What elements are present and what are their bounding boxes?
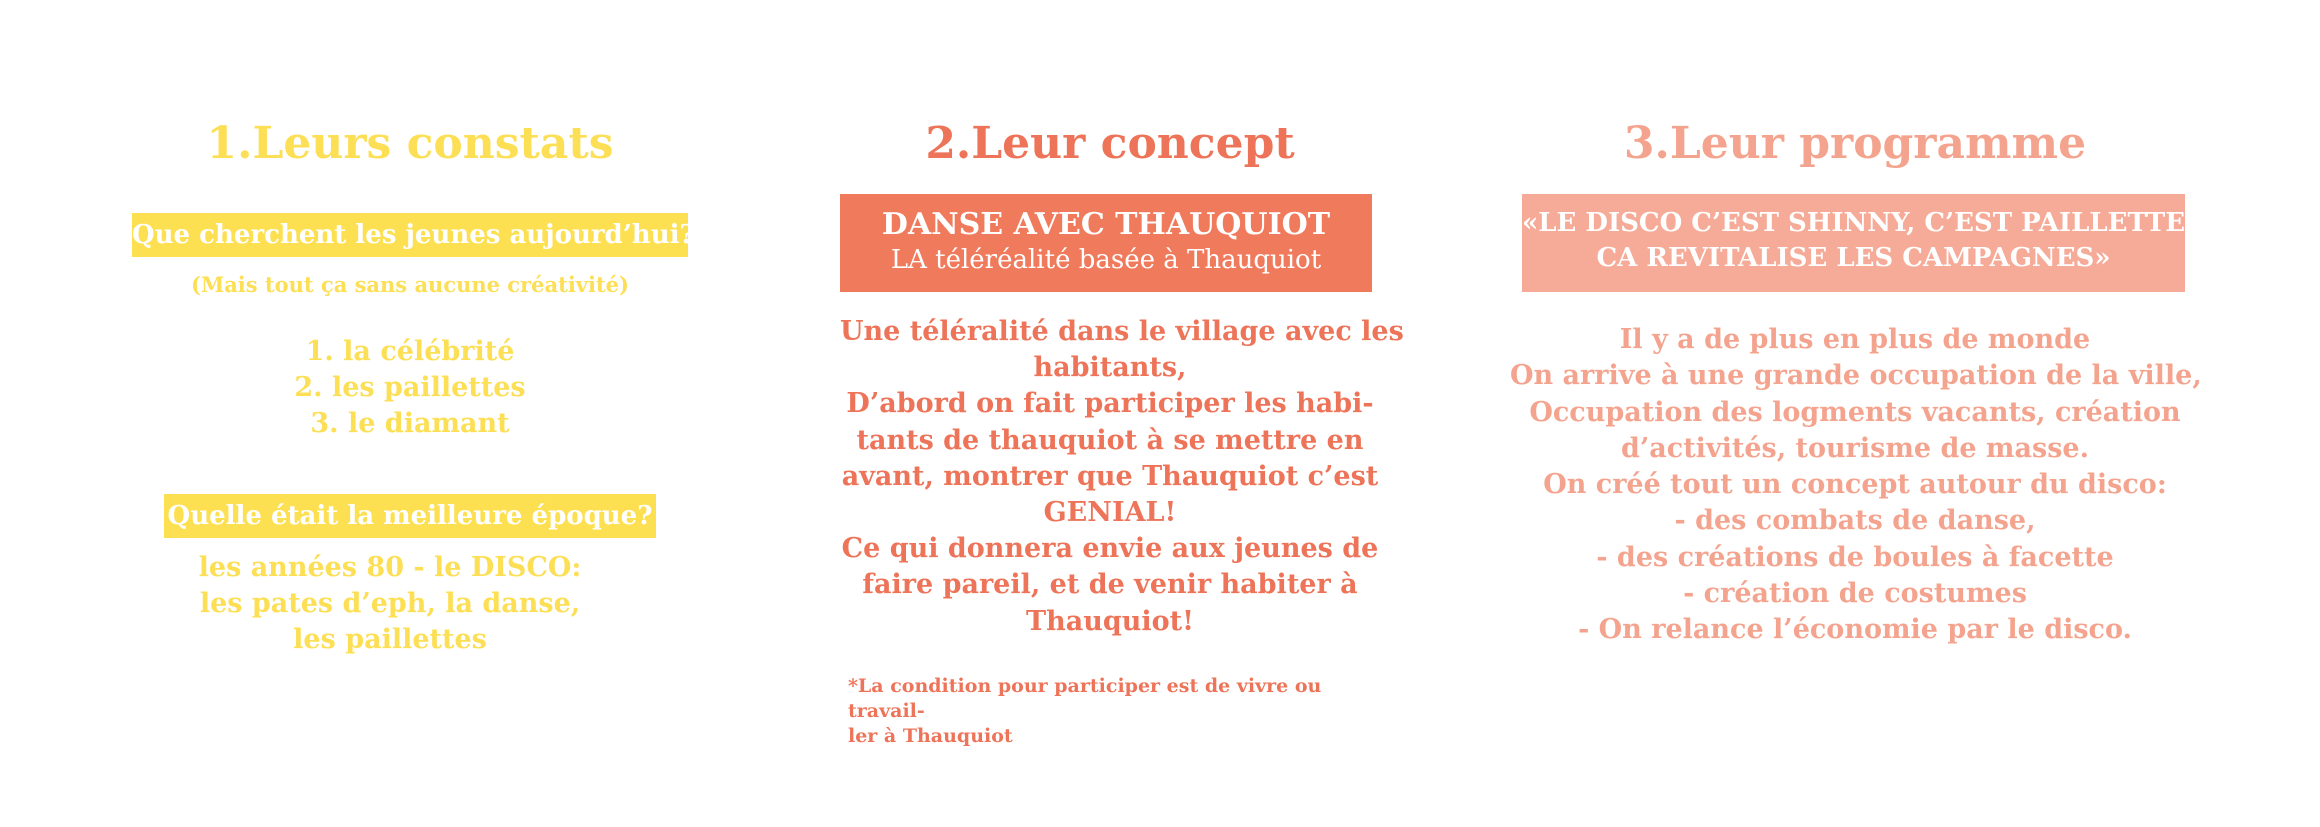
- creativity-note: (Mais tout ça sans aucune créativité): [191, 272, 629, 297]
- body-line: Ce qui donnera envie aux jeunes de: [841, 533, 1379, 565]
- body-line: - des créations de boules à facette: [1596, 541, 2114, 573]
- footnote-line: *La condition pour participer est de vivre ou travail-: [848, 675, 1322, 722]
- body-line: - des combats de danse,: [1674, 505, 2036, 537]
- body-line: - création de costumes: [1683, 578, 2027, 610]
- best-era-answer: [110, 550, 670, 658]
- answer-line: les années 80 - le DISCO:: [198, 552, 582, 583]
- list-item: 2. les paillettes: [294, 372, 526, 403]
- body-line: Thauquiot!: [1026, 605, 1194, 637]
- answer-line: les pates d’eph, la danse,: [199, 588, 581, 619]
- slogan-line: CA REVITALISE LES CAMPAGNES»: [1596, 243, 2111, 273]
- list-item: 3. le diamant: [310, 408, 510, 439]
- list-item: 1. la célébrité: [305, 336, 515, 367]
- body-line: tants de thauquiot à se mettre en: [856, 424, 1364, 456]
- body-line: On créé tout un concept autour du disco:: [1543, 469, 2167, 501]
- programme-description: [1510, 322, 2200, 649]
- participation-footnote: [848, 674, 1368, 749]
- concept-banner: [840, 194, 1372, 292]
- body-line: Il y a de plus en plus de monde: [1619, 324, 2091, 355]
- concept-banner-subtitle: LA téléréalité basée à Thauquiot: [890, 245, 1322, 275]
- body-line: On arrive à une grande occupation de la ville,: [1510, 360, 2202, 392]
- body-line: Occupation des logments vacants, création: [1529, 396, 2181, 428]
- question-banner-1: Que cherchent les jeunes aujourd’hui?: [132, 213, 688, 257]
- body-line: faire pareil, et de venir habiter à: [862, 569, 1358, 601]
- body-line: D’abord on fait participer les habi-: [846, 388, 1374, 420]
- footnote-line: ler à Thauquiot: [848, 725, 1013, 747]
- slogan-banner: [1522, 194, 2185, 292]
- answer-line: les paillettes: [293, 624, 487, 655]
- body-line: - On relance l’économie par le disco.: [1578, 614, 2132, 646]
- body-line: avant, montrer que Thauquiot c’est: [841, 460, 1379, 492]
- concept-description: [840, 314, 1404, 640]
- heading-programme: 3.Leur programme: [1623, 118, 2087, 169]
- concept-banner-title: DANSE AVEC THAUQUIOT: [881, 207, 1331, 242]
- body-line: habitants,: [1033, 352, 1187, 384]
- body-line: Une téléralité dans le village avec les: [840, 316, 1404, 347]
- question-banner-2: Quelle était la meilleure époque?: [164, 494, 656, 538]
- wishes-list: [130, 334, 690, 442]
- slogan-line: «LE DISCO C’EST SHINNY, C’EST PAILLETTE: [1522, 208, 2186, 238]
- heading-constats: 1.Leurs constats: [206, 118, 614, 169]
- heading-concept: 2.Leur concept: [925, 118, 1295, 169]
- body-line: GENIAL!: [1043, 497, 1177, 529]
- body-line: d’activités, tourisme de masse.: [1621, 432, 2089, 464]
